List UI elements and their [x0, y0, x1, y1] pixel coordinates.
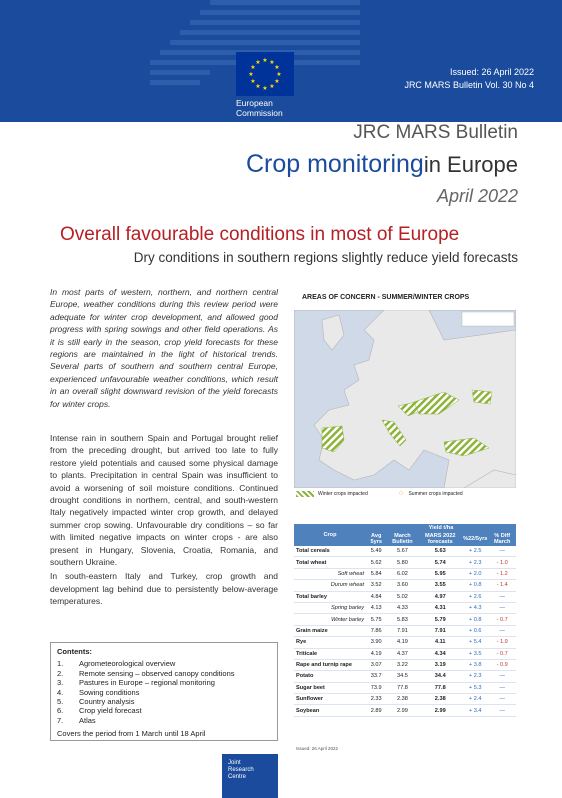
table-row: [294, 614, 516, 625]
col-mars: MARS 2022 forecasts: [418, 532, 462, 546]
mars-forecast-cell: 3.55: [418, 580, 462, 591]
diff-march-cell: - 1.9: [488, 637, 516, 648]
bulletin-volume: JRC MARS Bulletin Vol. 30 No 4: [404, 80, 534, 90]
avg-cell: 2.33: [366, 694, 386, 705]
crop-name-cell: Durum wheat: [294, 580, 366, 591]
contents-item: [57, 697, 271, 706]
avg-cell: 5.49: [366, 546, 386, 557]
pct-change-cell: + 5.4: [462, 637, 488, 648]
pct-change-cell: + 3.4: [462, 705, 488, 716]
table-row: [294, 648, 516, 659]
winter-hatch-swatch: [296, 491, 314, 497]
contents-coverage: Covers the period from 1 March until 18 April: [57, 729, 206, 739]
mars-forecast-cell: 2.38: [418, 694, 462, 705]
diff-march-cell: —: [488, 671, 516, 682]
march-cell: 4.33: [386, 602, 418, 613]
avg-cell: 4.19: [366, 648, 386, 659]
contents-item-number: 1.: [57, 659, 64, 669]
mars-forecast-cell: 5.63: [418, 546, 462, 557]
diff-march-cell: —: [488, 546, 516, 557]
march-cell: 5.80: [386, 557, 418, 568]
march-cell: 34.5: [386, 671, 418, 682]
diff-march-cell: - 0.7: [488, 614, 516, 625]
pct-change-cell: + 2.4: [462, 694, 488, 705]
table-issued-note: Issued: 26 April 2022: [296, 746, 339, 751]
march-cell: 5.67: [386, 546, 418, 557]
crop-name-cell: Rape and turnip rape: [294, 659, 366, 670]
european-commission-logo: European Commission: [236, 98, 283, 118]
body-paragraph-2: In south-eastern Italy and Turkey, crop growth and development lag behind due to persistently below-average temperatures.: [50, 571, 278, 607]
contents-item: [57, 706, 271, 715]
pct-change-cell: + 3.8: [462, 659, 488, 670]
mars-forecast-cell: 77.8: [418, 682, 462, 693]
pct-change-cell: + 3.5: [462, 648, 488, 659]
pct-change-cell: + 4.3: [462, 602, 488, 613]
contents-item-number: 4.: [57, 687, 64, 697]
crop-name-cell: Spring barley: [294, 602, 366, 613]
crop-name-cell: Potato: [294, 671, 366, 682]
svg-text:★: ★: [255, 59, 261, 66]
diff-march-cell: —: [488, 625, 516, 636]
crop-name-cell: Soft wheat: [294, 568, 366, 579]
avg-cell: 2.89: [366, 705, 386, 716]
mars-forecast-cell: 7.91: [418, 625, 462, 636]
avg-cell: 3.90: [366, 637, 386, 648]
mars-forecast-cell: 4.97: [418, 591, 462, 602]
table-row: [294, 682, 516, 693]
col-diff: % Diff March: [488, 532, 516, 546]
contents-item: [57, 688, 271, 697]
crop-name-cell: Sugar beet: [294, 682, 366, 693]
contents-item-number: 6.: [57, 706, 64, 716]
table-row: [294, 659, 516, 670]
headline-title: Overall favourable conditions in most of Europe: [60, 224, 460, 245]
table-row: [294, 546, 516, 557]
avg-cell: 5.62: [366, 557, 386, 568]
col-pct: %22/5yrs: [462, 532, 488, 546]
pct-change-cell: + 5.3: [462, 682, 488, 693]
march-cell: 7.91: [386, 625, 418, 636]
mars-forecast-cell: 5.79: [418, 614, 462, 625]
march-cell: 6.02: [386, 568, 418, 579]
crop-name-cell: Total cereals: [294, 546, 366, 557]
contents-title: Contents:: [57, 647, 92, 656]
contents-item-label: Pastures in Europe – regional monitoring: [79, 678, 215, 688]
avg-cell: 5.75: [366, 614, 386, 625]
contents-box: [50, 642, 278, 741]
march-cell: 5.83: [386, 614, 418, 625]
diff-march-cell: —: [488, 682, 516, 693]
contents-item-label: Country analysis: [79, 697, 135, 707]
summer-dots-swatch: ⁘: [397, 489, 405, 498]
crop-name-cell: Rye: [294, 637, 366, 648]
march-cell: 77.8: [386, 682, 418, 693]
svg-text:★: ★: [269, 83, 275, 90]
avg-cell: 3.52: [366, 580, 386, 591]
march-cell: 3.22: [386, 659, 418, 670]
svg-text:★: ★: [276, 71, 282, 78]
crop-name-cell: Total wheat: [294, 557, 366, 568]
crop-name-cell: Sunflower: [294, 694, 366, 705]
svg-text:★: ★: [274, 64, 280, 71]
march-cell: 2.38: [386, 694, 418, 705]
contents-item-label: Remote sensing – observed canopy conditions: [79, 668, 235, 678]
jrc-logo: Joint Research Centre: [222, 754, 278, 798]
table-row: [294, 580, 516, 591]
pct-change-cell: + 2.3: [462, 671, 488, 682]
mars-forecast-cell: 3.19: [418, 659, 462, 670]
avg-cell: 3.07: [366, 659, 386, 670]
contents-item-number: 3.: [57, 678, 64, 688]
avg-cell: 5.84: [366, 568, 386, 579]
crop-name-cell: Total barley: [294, 591, 366, 602]
svg-text:★: ★: [250, 64, 256, 71]
header-banner: [0, 0, 562, 122]
crop-name-cell: Winter barley: [294, 614, 366, 625]
pct-change-cell: + 2.6: [462, 591, 488, 602]
table-row: [294, 671, 516, 682]
bulletin-name: JRC MARS Bulletin: [353, 122, 518, 143]
diff-march-cell: - 0.7: [488, 648, 516, 659]
table-row: [294, 625, 516, 636]
body-text: [50, 432, 278, 610]
svg-text:★: ★: [262, 85, 268, 92]
contents-item: [57, 678, 271, 687]
pct-change-cell: + 2.3: [462, 557, 488, 568]
eu-flag-icon: [236, 52, 294, 96]
svg-text:★: ★: [255, 83, 261, 90]
svg-text:★: ★: [248, 71, 254, 78]
col-group-yield: Yield t/ha: [366, 524, 516, 532]
table-row: [294, 568, 516, 579]
march-cell: 3.60: [386, 580, 418, 591]
pct-change-cell: + 0.6: [462, 625, 488, 636]
march-cell: 2.99: [386, 705, 418, 716]
diff-march-cell: - 1.4: [488, 580, 516, 591]
pct-change-cell: + 0.8: [462, 614, 488, 625]
pct-change-cell: + 2.5: [462, 546, 488, 557]
diff-march-cell: - 0.9: [488, 659, 516, 670]
diff-march-cell: —: [488, 602, 516, 613]
mars-forecast-cell: 4.31: [418, 602, 462, 613]
headline-subtitle: Dry conditions in southern regions slightly reduce yield forecasts: [133, 250, 518, 265]
issue-month: April 2022: [436, 186, 518, 206]
svg-text:★: ★: [274, 78, 280, 85]
table-row: [294, 705, 516, 716]
body-paragraph-1: Intense rain in southern Spain and Portugal brought relief from the preceding drought, but arrived too late to fully restore yield potentials and caused some physical damage to plants. Precipitation in central Spain was insufficient to avoid a worsening of soil moisture conditions. Continued drought conditions in northern, central, and south-western Italy negatively impacted winter crop growth, and delayed summer crop sowing. Unfavourable dry conditions – so far with limited negative impacts on winter crops - are also present in Hungary, Slovenia, Croatia, Romania, and southern Ukraine.: [50, 433, 278, 568]
contents-item-number: 5.: [57, 697, 64, 707]
march-cell: 4.37: [386, 648, 418, 659]
contents-item: [57, 716, 271, 725]
table-row: [294, 637, 516, 648]
diff-march-cell: - 1.2: [488, 568, 516, 579]
svg-text:★: ★: [250, 78, 256, 85]
crop-name-cell: Soybean: [294, 705, 366, 716]
avg-cell: 7.86: [366, 625, 386, 636]
contents-item-number: 7.: [57, 715, 64, 725]
table-row: [294, 591, 516, 602]
svg-text:★: ★: [269, 59, 275, 66]
col-avg: Avg 5yrs: [366, 532, 386, 546]
table-row: [294, 557, 516, 568]
mars-forecast-cell: 4.34: [418, 648, 462, 659]
contents-item-label: Agrometeorological overview: [79, 659, 176, 669]
march-cell: 5.02: [386, 591, 418, 602]
avg-cell: 4.84: [366, 591, 386, 602]
mars-forecast-cell: 34.4: [418, 671, 462, 682]
contents-item: [57, 659, 271, 668]
contents-item-number: 2.: [57, 668, 64, 678]
col-crop: Crop: [294, 524, 366, 546]
contents-item-label: Atlas: [79, 715, 96, 725]
page-title: [246, 150, 518, 179]
map-legend: [296, 491, 463, 497]
col-march: March Bulletin: [386, 532, 418, 546]
mars-forecast-cell: 4.11: [418, 637, 462, 648]
table-row: [294, 694, 516, 705]
issue-info: [404, 66, 534, 92]
issued-date: Issued: 26 April 2022: [449, 67, 534, 77]
crop-name-cell: Grain maize: [294, 625, 366, 636]
legend-summer-label: Summer crops impacted: [408, 491, 463, 497]
pct-change-cell: + 0.8: [462, 580, 488, 591]
diff-march-cell: - 1.0: [488, 557, 516, 568]
map-title: AREAS OF CONCERN - SUMMER/WINTER CROPS: [302, 294, 470, 301]
diff-march-cell: —: [488, 694, 516, 705]
contents-item-label: Crop yield forecast: [79, 706, 142, 716]
legend-winter-label: Winter crops impacted: [318, 491, 368, 497]
contents-item-label: Sowing conditions: [79, 687, 140, 697]
mars-forecast-cell: 5.95: [418, 568, 462, 579]
avg-cell: 33.7: [366, 671, 386, 682]
intro-paragraph: In most parts of western, northern, and northern central Europe, weather conditions during this review period were adequate for winter crop development, and allowed good progress with spring sowings and other field operations. As it is still early in the season, crop yield forecasts for these regions are maintained in the light of historical trends. Several parts of southern and southern central Europe, experienced unfavourable weather conditions, which result in an overall slight downward revision of the yield forecasts for winter crops.: [50, 287, 278, 409]
diff-march-cell: —: [488, 705, 516, 716]
title-in-europe: in Europe: [423, 152, 518, 177]
mars-forecast-cell: 2.99: [418, 705, 462, 716]
march-cell: 4.19: [386, 637, 418, 648]
diff-march-cell: —: [488, 591, 516, 602]
europe-concern-map: [294, 310, 516, 488]
svg-text:★: ★: [262, 57, 268, 64]
avg-cell: 4.13: [366, 602, 386, 613]
table-row: [294, 602, 516, 613]
contents-item: [57, 669, 271, 678]
mars-forecast-cell: 5.74: [418, 557, 462, 568]
yield-forecast-table: [294, 524, 516, 717]
title-crop-monitoring: Crop monitoring: [245, 150, 424, 178]
avg-cell: 73.9: [366, 682, 386, 693]
pct-change-cell: + 2.0: [462, 568, 488, 579]
crop-name-cell: Triticale: [294, 648, 366, 659]
